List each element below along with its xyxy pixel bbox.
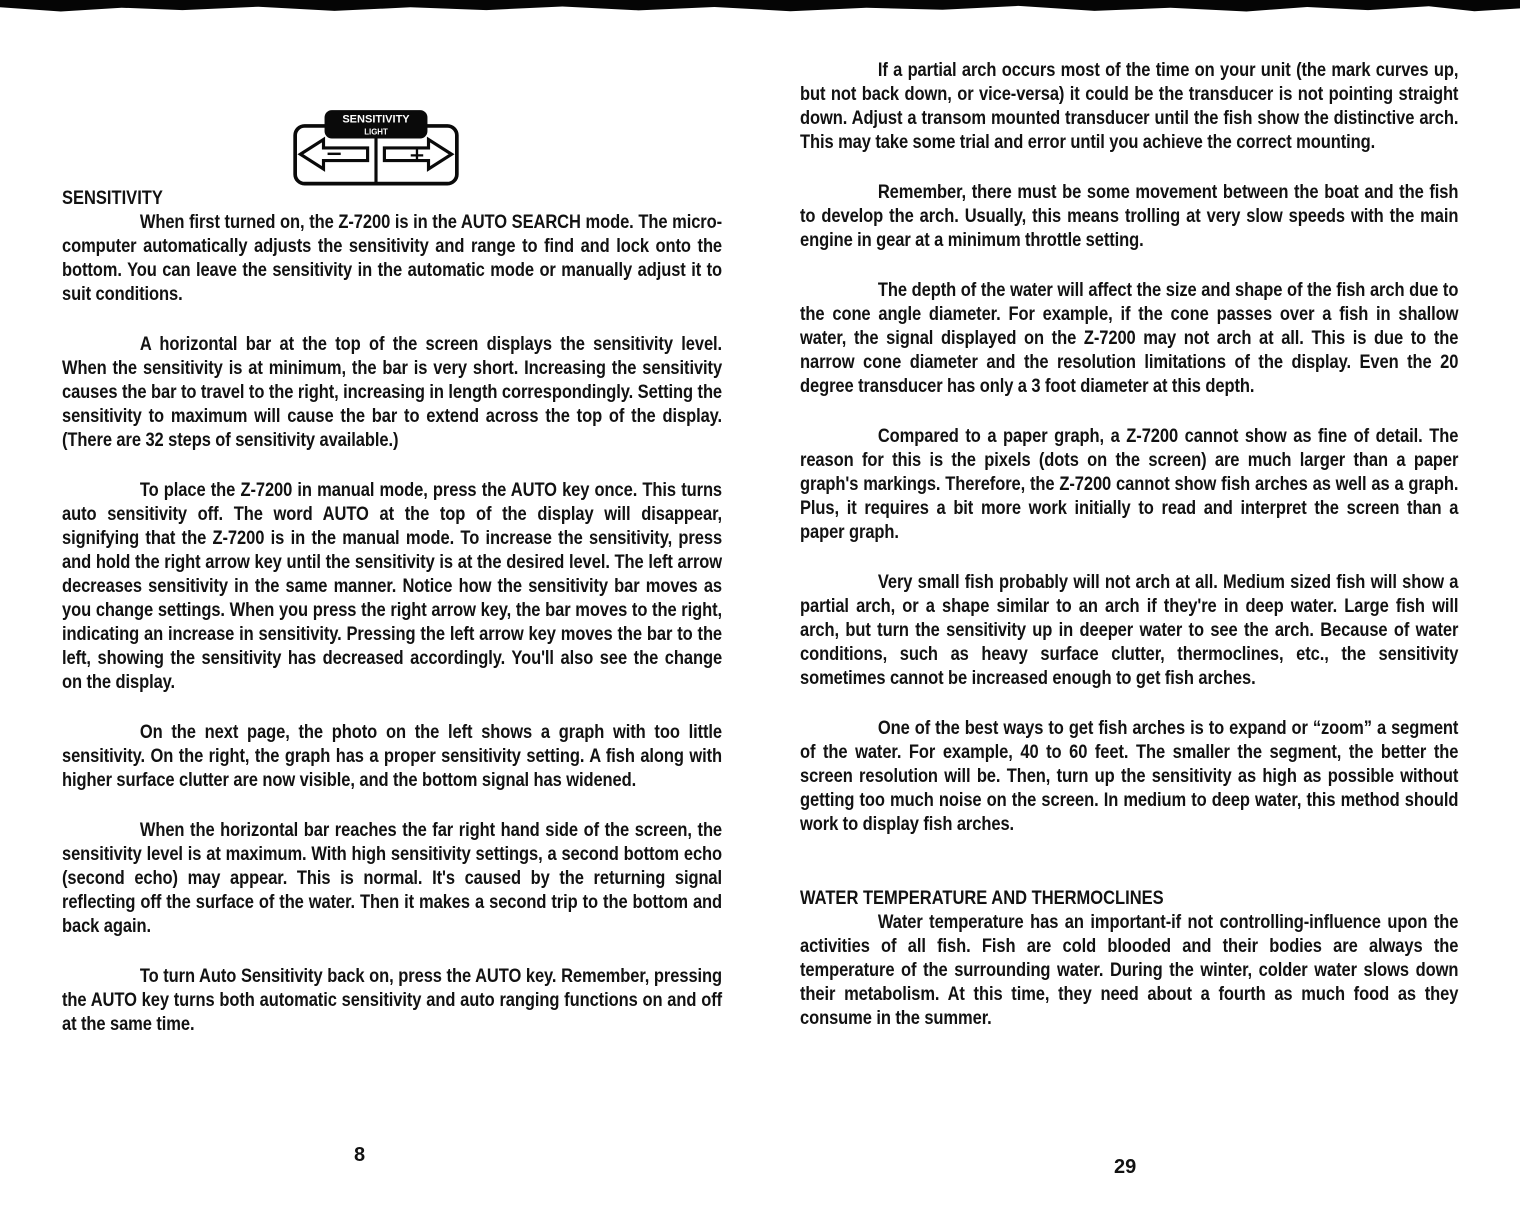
paragraph: When first turned on, the Z-7200 is in the AUTO SEARCH mode. The micro-computer automatically adjusts the sensitivity and range to find and lock onto the bottom. You can leave the sensitivity in the automatic mode or manually adjust it to suit conditions. [62, 211, 723, 305]
paragraph: A horizontal bar at the top of the screen displays the sensitivity level. When the sensitivity is at minimum, the bar is very short. Increasing the sensitivity causes the bar to travel to the right, increasing in length correspondingly. Setting the sensitivity to maximum will cause the bar to extend across the top of the display. (There are 32 steps of sensitivity available.) [62, 333, 723, 451]
paragraph: To place the Z-7200 in manual mode, press the AUTO key once. This turns auto sensitivity off. The word AUTO at the top of the display will disappear, signifying that the Z-7200 is in the manual mode. To increase the sensitivity, press and hold the right arrow key until the sensitivity is at the desired level. The left arrow decreases sensitivity in the same manner. Notice how the sensitivity bar moves as you change settings. When you press the right arrow key, the bar moves to the right, indicating an increase in sensitivity. Pressing the left arrow key moves the bar to the left, showing the sensitivity has decreased accordingly. You'll also see the change on the display. [62, 479, 723, 693]
paragraph: On the next page, the photo on the left shows a graph with too little sensitivity. On the right, the graph has a proper sensitivity setting. A fish along with higher surface clutter are now visible, and the bottom signal has widened. [62, 721, 723, 791]
section-heading-sensitivity: SENSITIVITY [62, 187, 163, 209]
paragraph: To turn Auto Sensitivity back on, press the AUTO key. Remember, pressing the AUTO key turns both automatic sensitivity and auto ranging functions on and off at the same time. [62, 965, 723, 1035]
scan-artifact-top-edge [0, 0, 1520, 14]
paragraph: If a partial arch occurs most of the time on your unit (the mark curves up, but not back down, or vice-versa) it could be the transducer is not pointing straight down. Adjust a transom mounted transducer until the fish show the distinctive arch. This may take some trial and error until you achieve the correct mounting. [800, 59, 1459, 153]
right-page-column [800, 58, 1458, 1056]
paragraph: The depth of the water will affect the size and shape of the fish arch due to the cone angle diameter. For example, if the cone passes over a fish in shallow water, the signal displayed on the Z-7200 may not arch at all. This is due to the narrow cone diameter and the resolution limitations of the display. Even the 20 degree transducer has only a 3 foot diameter at this depth. [800, 279, 1459, 397]
plus-symbol: + [408, 142, 426, 167]
paragraph: Water temperature has an important-if not controlling-influence upon the activities of all fish. Fish are cold blooded and their bodies are always the temperature of the surrounding water. During the winter, colder water slows down their metabolism. At this time, they need about a fourth as much food as they consume in the summer. [800, 911, 1459, 1029]
sensitivity-light-sublabel: LIGHT [364, 127, 388, 137]
paragraph: Compared to a paper graph, a Z-7200 cannot show as fine of detail. The reason for this is the pixels (dots on the screen) are much larger than a paper graph's markings. Therefore, the Z-7200 cannot show fish arches as well as a graph. Plus, it requires a bit more work initially to read and interpret the screen than a paper graph. [800, 425, 1459, 543]
paragraph: One of the best ways to get fish arches is to expand or “zoom” a segment of the water. For example, 40 to 60 feet. The smaller the segment, the better the screen resolution will be. Then, turn up the sensitivity as high as possible without getting too much noise on the screen. In medium to deep water, this method should work to display fish arches. [800, 717, 1459, 835]
minus-symbol: − [325, 141, 343, 166]
sensitivity-keys-icon [292, 108, 460, 190]
page-number-right: 29 [1114, 1156, 1137, 1178]
page-number-left: 8 [354, 1144, 366, 1166]
paragraph: Very small fish probably will not arch at all. Medium sized fish will show a partial arch, or a shape similar to an arch if they're in deep water. Large fish will arch, but turn the sensitivity up in deeper water to see the arch. Because of water conditions, such as heavy surface clutter, thermoclines, etc., the sensitivity sometimes cannot be increased enough to get fish arches. [800, 571, 1459, 689]
paragraph: Remember, there must be some movement between the boat and the fish to develop the arch. Usually, this means trolling at very slow speeds with the main engine in gear at a minimum throttle setting. [800, 181, 1459, 251]
section-heading-water-temperature: WATER TEMPERATURE AND THERMOCLINES [800, 887, 1164, 909]
paragraph: When the horizontal bar reaches the far right hand side of the screen, the sensitivity level is at maximum. With high sensitivity settings, a second bottom echo (second echo) may appear. This is normal. It's caused by the returning signal reflecting off the surface of the water. Then it makes a second trip to the bottom and back again. [62, 819, 723, 937]
left-page-column [62, 186, 722, 1062]
sensitivity-light-label: SENSITIVITY [342, 113, 410, 126]
